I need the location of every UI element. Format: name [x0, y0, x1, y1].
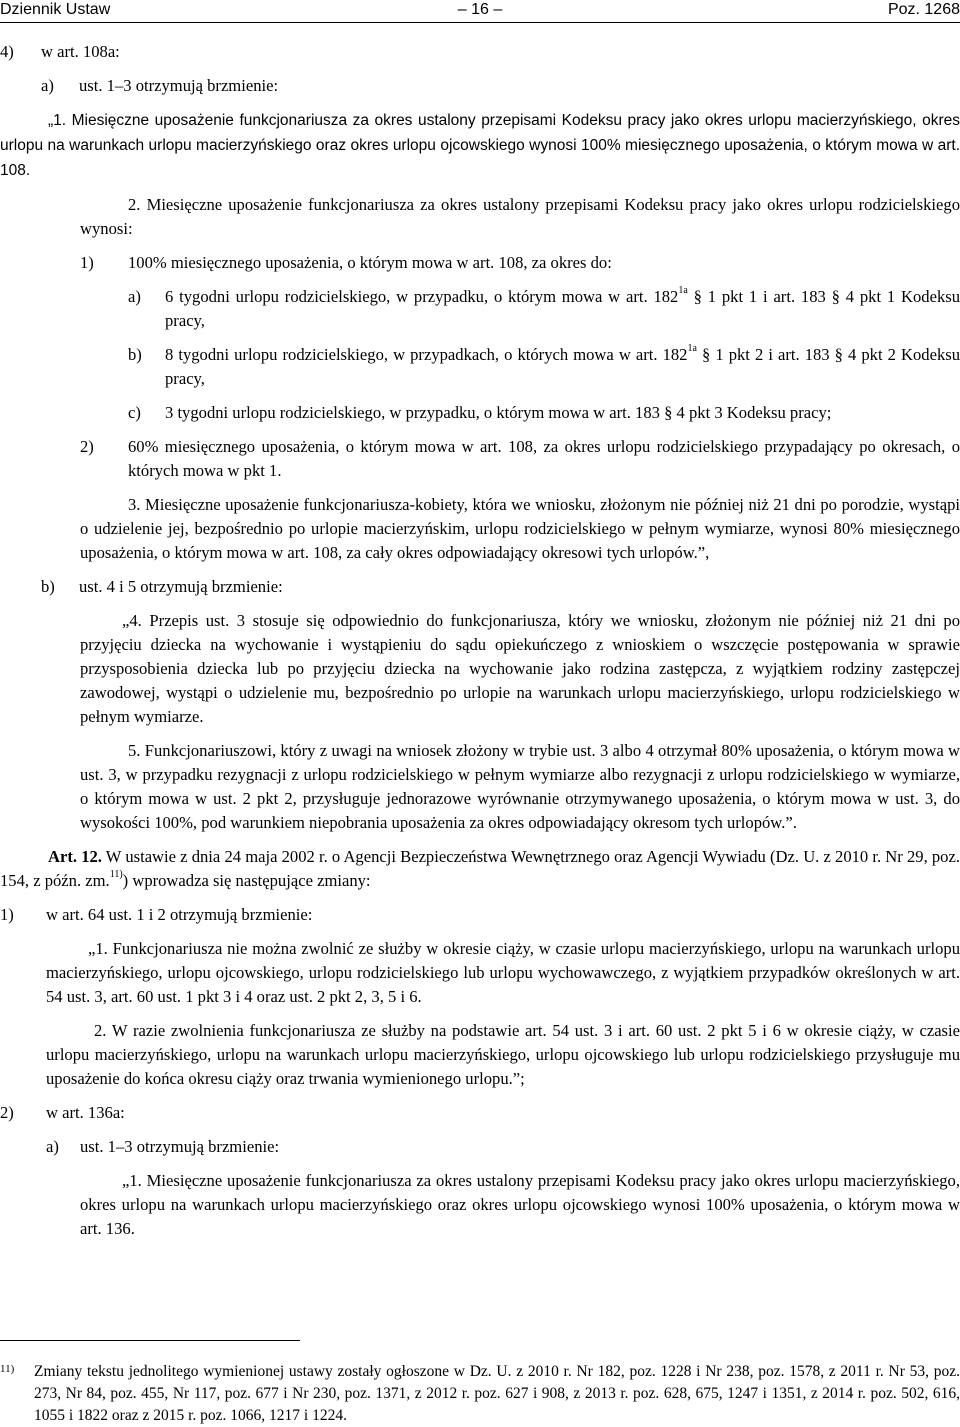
footnote-ref: 11) — [109, 869, 123, 881]
paragraph: „1. Miesięczne uposażenie funkcjonariusza za okres ustalony przepisami Kodeksu pracy jako okres urlopu macierzyńskiego, okres urlopu na warunkach urlopu macierzyńskiego oraz okres urlopu ojcowskiego wynosi 100% miesięcznego uposażenia, o którym mowa w art. 108. — [0, 112, 960, 179]
page-number: – 16 – — [457, 1, 503, 18]
paragraph: 2. Miesięczne uposażenie funkcjonariusza za okres ustalony przepisami Kodeksu pracy jako okres urlopu rodzicielskiego wynosi: — [80, 195, 960, 238]
list-item: b) ust. 4 i 5 otrzymują brzmienie: — [41, 577, 283, 596]
footnote-separator — [0, 1340, 300, 1341]
paragraph: 3. Miesięczne uposażenie funkcjonariusza-kobiety, która we wniosku, złożonym nie później niż 21 dni po porodzie, wystąpi o udzielenie jej, bezpośrednio po urlopie macierzyńskim, urlopu rodzicielskiego w pełnym wymiarze, wynosi 80% miesięcznego uposażenia, o którym mowa w art. 108, za cały okres odpowiadający okresowi tych urlopów.”, — [80, 495, 960, 562]
list-item: c) 3 tygodni urlopu rodzicielskiego, w przypadku, o którym mowa w art. 183 § 4 pkt 3 Kodeksu pracy; — [128, 403, 832, 422]
paragraph: „4. Przepis ust. 3 stosuje się odpowiednio do funkcjonariusza, który we wniosku, złożonym nie później niż 21 dni po przyjęciu dziecka na wychowanie i wystąpieniu do sądu opiekuńczego z wnioskiem o wszczęcie postępowania w sprawie przysposobienia dziecka lub po przyjęciu dziecka na wychowanie jako rodzina zastępcza, z wyjątkiem rodziny zastępczej zawodowej, wystąpi o udzielenie mu, bezpośrednio po urlopie na warunkach urlopu macierzyńskiego, urlopu rodzicielskiego w pełnym wymiarze. — [80, 611, 960, 726]
list-item: 2) 60% miesięcznego uposażenia, o którym mowa w art. 108, za okres urlopu rodzicielskiego przypadający po okresach, o których mowa w pkt 1. — [80, 437, 960, 480]
paragraph: 2. W razie zwolnienia funkcjonariusza ze służby na podstawie art. 54 ust. 3 i art. 60 ust. 2 pkt 5 i 6 w okresie ciąży, w czasie urlopu macierzyńskiego, urlopu na warunkach urlopu macierzyńskiego, urlopu ojcowskiego lub urlopu rodzicielskiego przysługuje mu uposażenie do końca okresu ciąży oraz trwania wymienionego urlopu.”; — [46, 1021, 960, 1088]
list-item: 1) w art. 64 ust. 1 i 2 otrzymują brzmienie: — [0, 905, 313, 924]
item-text: w art. 108a: — [41, 42, 120, 61]
article-label: Art. 12. — [48, 847, 102, 866]
item-letter: a) — [41, 76, 54, 95]
list-item — [0, 74, 960, 98]
item-number: 4) — [0, 42, 14, 61]
list-item — [0, 40, 960, 64]
paragraph: 5. Funkcjonariuszowi, który z uwagi na wniosek złożony w trybie ust. 3 albo 4 otrzymał 80% uposażenia, o którym mowa w ust. 3, w przypadku rezygnacji z urlopu rodzicielskiego w pełnym wymiarze albo rezygnacji z urlopu rodzicielskiego w wymiarze, o którym mowa w ust. 2 pkt 2, przysługuje jednorazowe wyrównanie otrzymywanego uposażenia, o którym mowa w ust. 3, do wysokości 100%, pod warunkiem niepobrania uposażenia za okres odpowiadający okresom tych urlopów.”. — [80, 741, 960, 832]
journal-title: Dziennik Ustaw — [0, 1, 111, 18]
footnote-mark: 11) — [0, 1363, 15, 1375]
list-item: b) 8 tygodni urlopu rodzicielskiego, w przypadkach, o których mowa w art. $182^{1a}$ § 1 pkt 2 i art. 183 § 4 pkt 2 Kodeksu pracy, — [128, 343, 960, 388]
list-item: 1) 100% miesięcznego uposażenia, o którym mowa w art. 108, za okres do: — [80, 253, 612, 272]
document-body — [0, 40, 960, 1241]
position-number: Poz. 1268 — [887, 1, 960, 18]
page-header — [0, 0, 960, 23]
paragraph: „1. Miesięczne uposażenie funkcjonariusza za okres ustalony przepisami Kodeksu pracy jako okres urlopu macierzyńskiego, okres urlopu na warunkach urlopu macierzyńskiego oraz okres urlopu ojcowskiego wynosi 100% uposażenia, o którym mowa w art. 136. — [80, 1171, 960, 1238]
footnote — [0, 1361, 960, 1427]
list-item: 2) w art. 136a: — [0, 1103, 125, 1122]
list-item: a) 6 tygodni urlopu rodzicielskiego, w przypadku, o którym mowa w art. $182^{1a}$ § 1 pkt 1 i art. 183 § 4 pkt 1 Kodeksu pracy, — [128, 285, 960, 330]
item-text: ust. 1–3 otrzymują brzmienie: — [79, 76, 279, 95]
article-12: Art. 12. W ustawie z dnia 24 maja 2002 r. o Agencji Bezpieczeństwa Wewnętrznego oraz Agencji Wywiadu (Dz. U. z 2010 r. Nr 29, poz. 154, z późn. zm.$^{11)}$) wprowadza się następujące zmiany: — [0, 847, 960, 890]
paragraph: „1. Funkcjonariusza nie można zwolnić ze służby w okresie ciąży, w czasie urlopu macierzyńskiego, urlopu na warunkach urlopu macierzyńskiego, urlopu ojcowskiego, urlopu rodzicielskiego lub urlopu wychowawczego, z wyjątkiem przypadków określonych w art. 54 ust. 3, art. 60 ust. 1 pkt 3 i 4 oraz ust. 2 pkt 2, 3, 5 i 6. — [46, 939, 960, 1006]
list-item: a) ust. 1–3 otrzymują brzmienie: — [46, 1137, 280, 1156]
footnote-text: Zmiany tekstu jednolitego wymienionej ustawy zostały ogłoszone w Dz. U. z 2010 r. Nr 182, poz. 1228 i Nr 238, poz. 1578, z 2011 r. Nr 53, poz. 273, Nr 84, poz. 455, Nr 117, poz. 677 i Nr 230, poz. 1371, z 2012 r. poz. 627 i 908, z 2013 r. poz. 628, 675, 1247 i 1351, z 2014 r. poz. 502, 616, 1055 i 1822 oraz z 2015 r. poz. 1066, 1217 i 1224. — [34, 1363, 960, 1424]
